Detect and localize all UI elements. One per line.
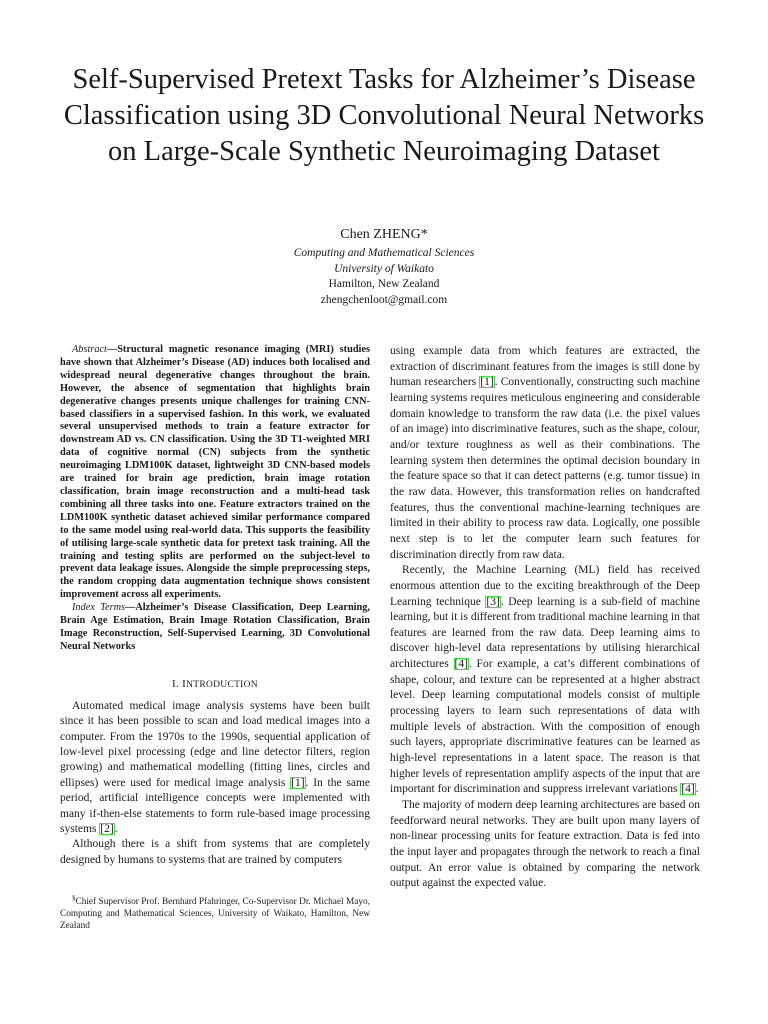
text-run: Automated medical image analysis systems have been built since it has been possible to scan and load medical images into a computer. From the 1970s to the 1990s, sequential application of low-level pixel processing (edge and line detector filters, region growing) and mathematical modelling (fitting lines, circles and ellipses) were used for medical image analysis (60, 699, 370, 789)
paper-title: Self-Supervised Pretext Tasks for Alzheimer’s Disease Classification using 3D Convolutional Neural Networks on Large-Scale Synthetic Neuroimaging Dataset (63, 64, 705, 167)
citation-link[interactable]: [1] (480, 376, 494, 389)
citation-link[interactable]: [2] (100, 823, 114, 835)
abstract-label: Abstract (72, 344, 107, 355)
text-run: . For example, a cat’s different combinations of shape, colour, and texture can be represented at a higher abstract level. Deep learning computational models consist of multiple processing layers to learn such representations of data with multiple levels of abstraction. With the composition of enough such layers, appropriate discriminative features can be learned as high-level representations in a latent space. The reason is that higher levels of representation amplify aspects of the input that are important for discrimination and suppress irrelevant variations (390, 658, 700, 796)
citation-link[interactable]: [4] (681, 783, 695, 796)
intro-paragraph-2-continued (390, 344, 700, 563)
citation-link[interactable]: [4] (454, 658, 468, 671)
author-email: zhengchenloot@gmail.com (320, 293, 448, 306)
abstract-text: —Structural magnetic resonance imaging (MRI) studies have shown that Alzheimer’s Disease (AD) induces both localised and widespread neural degenerative changes throughout the brain. However, the absence of segmentation that highlights brain degenerative changes presents unique challenges for training CNN-based classifiers in a supervised fashion. In this work, we evaluated several unsupervised methods to train a feature extractor for downstream AD vs. CN classification. Using the 3D T1-weighted MRI data of cognitive normal (CN) subjects from the synthetic neuroimaging LDM100K dataset, lightweight 3D CNN-based models are trained for brain age prediction, brain image rotation classification, brain image reconstruction and a multi-head task combining all three tasks into one. Feature extractors trained on the LDM100K synthetic dataset achieved similar performance compared to the same model using real-world data. This supports the feasibility of utilising large-scale synthetic data for pretext task training. All the training and testing splits are performed on the subject-level to prevent data leakage issues. Alongside the simple preprocessing steps, the random cropping data augmentation technique shows consistent improvement across all experiments. (60, 344, 370, 601)
text-run: . Conventionally, constructing such machine learning systems requires meticulous engineering and considerable domain knowledge to transform the raw data (i.e. the pixel values of an image) into discriminative features, such as the shape, colour, and/or texture roughness as well as their combinations. The learning system then determines the optimal decision boundary in the feature space so that it can detect patterns (e.g. tumor tissue) in the raw data. However, this transformation relies on handcrafted features, thus the conventional machine-learning techniques are limited in their ability to process raw data. Logically, one possible next step is to let the computer learn such features for discrimination directly from raw data. (390, 376, 700, 561)
index-terms-label: Index Terms (72, 602, 126, 614)
footnote-text: Chief Supervisor Prof. Bernhard Pfahringer, Co-Supervisor Dr. Michael Mayo, Computing and Mathematical Sciences, University of Waikato, Hamilton, New Zealand (60, 897, 370, 932)
text-run: . In the same period, artificial intelligence concepts were implemented with many if-then-else statements to form rule-based image processing systems (60, 776, 370, 835)
intro-paragraph-1 (60, 699, 370, 838)
affiliation-location: Hamilton, New Zealand (328, 278, 440, 290)
index-terms-text: —Alzheimer’s Disease Classification, Deep Learning, Brain Age Estimation, Brain Image Rotation Classification, Brain Image Reconstruction, Self-Supervised Learning, 3D Convolutional Neural Networks (60, 602, 370, 652)
section-heading-introduction (60, 677, 370, 693)
citation-link[interactable]: [1] (291, 776, 305, 789)
text-run: using example data from which features are extracted, the extraction of discriminant features from the images is still done by human researchers (390, 345, 700, 389)
footnote (60, 892, 370, 932)
section-initial: I (182, 677, 187, 690)
affiliation-department: Computing and Mathematical Sciences (293, 247, 475, 259)
section-title-rest: NTRODUCTION (186, 679, 258, 690)
section-numeral: I. (172, 677, 183, 690)
intro-paragraph-2: Although there is a shift from systems that are completely designed by humans to systems that are trained by computers (60, 838, 370, 866)
text-run: Recently, the Machine Learning (ML) field has received enormous attention due to the exciting breakthrough of the Deep Learning technique (390, 564, 700, 608)
text-run: . Deep learning is a sub-field of machine learning, but it is different from traditional machine learning in that features are learned from the raw data. Deep learning aims to discover high-level data representations by utilising hierarchical architectures (390, 595, 700, 671)
text-run: . (695, 783, 699, 796)
intro-paragraph-4: The majority of modern deep learning architectures are based on feedforward neural networks. They are built upon many layers of non-linear processing units for feature extraction. Data is fed into the input layer and propagates through the network to reach a final output. An error value is obtained by comparing the network output against the expected value. (390, 799, 700, 890)
abstract (60, 344, 370, 602)
right-column (390, 344, 700, 892)
author-block (184, 226, 584, 308)
author-name: Chen ZHENG* (340, 227, 428, 242)
citation-link[interactable]: [3] (486, 595, 500, 608)
intro-paragraph-3 (390, 563, 700, 798)
index-terms (60, 602, 370, 654)
left-column (60, 344, 370, 868)
footnote-mark: § (72, 894, 76, 902)
text-run: . (114, 823, 118, 835)
affiliation-university: University of Waikato (334, 262, 434, 275)
